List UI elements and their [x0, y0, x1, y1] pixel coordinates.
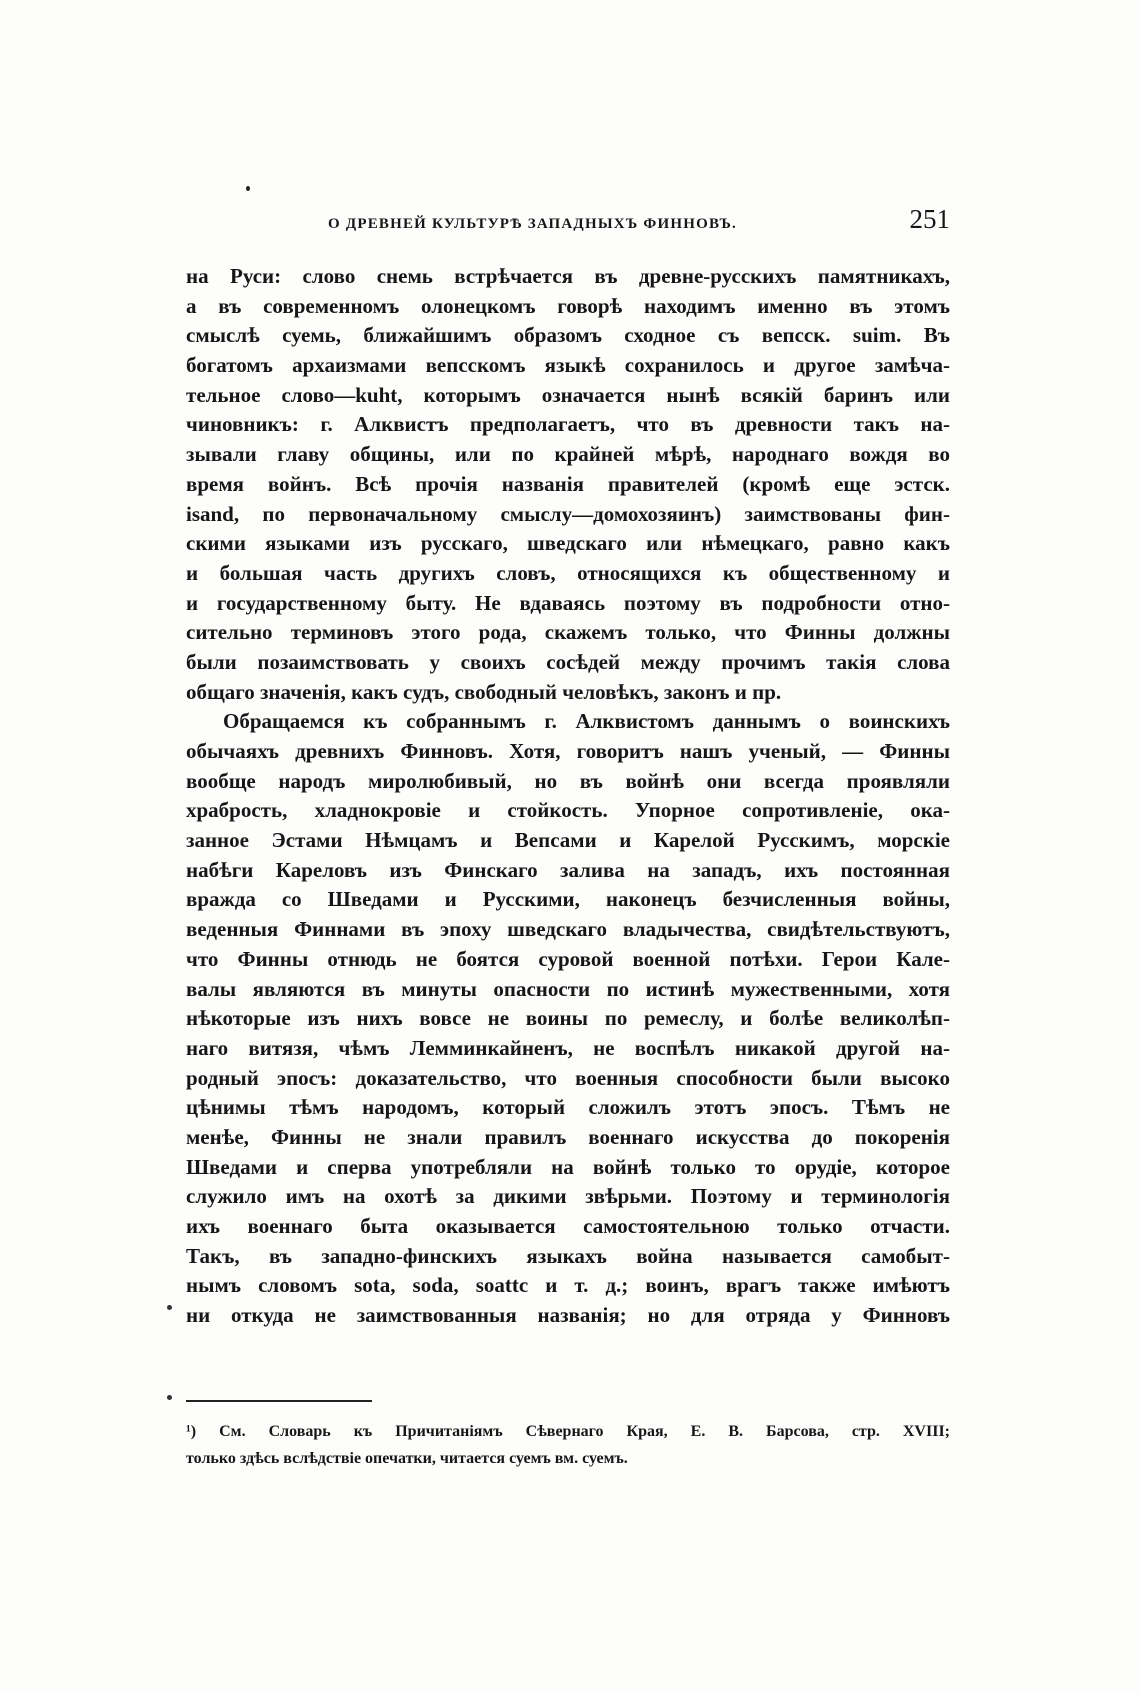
margin-mark [167, 1305, 172, 1310]
text-line: и государственному быту. Не вдаваясь поэтому въ подробности отно- [186, 590, 950, 615]
text-line: сительно терминовъ этого рода, скажемъ только, что Финны должны [186, 620, 950, 645]
text-line: ихъ военнаго быта оказывается самостоятельною только отчасти. [186, 1214, 950, 1238]
paragraph-end-line: общаго значенія, какъ судъ, свободный человѣкъ, законъ и пр. [186, 679, 782, 704]
text-line: набѣги Кареловъ изъ Финскаго залива на западъ, ихъ постоянная [186, 857, 950, 882]
text-line: смыслѣ суемь, ближайшимъ образомъ сходное съ вепсск. suim. Въ [186, 323, 950, 348]
text-line: зывали главу общины, или по крайней мѣрѣ, народнаго вождя во [186, 442, 950, 467]
footnote-line: только здѣсь вслѣдствіе опечатки, читается суемъ вм. суемъ. [186, 1450, 628, 1467]
body-text [186, 262, 950, 1331]
text-line: Шведами и сперва употребляли на войнѣ только то орудіе, которое [186, 1154, 950, 1179]
text-line: цѣнимы тѣмъ народомъ, который сложилъ этотъ эпосъ. Тѣмъ не [186, 1095, 950, 1120]
paragraph-start-line: Обращаемся къ собраннымъ г. Алквистомъ даннымъ о воинскихъ [223, 709, 950, 734]
text-line: занное Эстами Нѣмцамъ и Вепсами и Карелой Русскимъ, морскіе [186, 828, 950, 853]
text-line: Такъ, въ западно-финскихъ языкахъ война называется самобыт- [186, 1243, 950, 1268]
running-title: О ДРЕВНЕЙ КУЛЬТУРѢ ЗАПАДНЫХЪ ФИННОВЪ. [328, 216, 737, 232]
footnote-line: ¹) См. Словарь къ Причитаніямъ Сѣвернаго Края, Е. В. Барсова, стр. XVIII; [186, 1423, 950, 1440]
text-line: время войнъ. Всѣ прочія названія правителей (кромѣ еще эстск. [186, 471, 950, 496]
page-number: 251 [909, 204, 950, 234]
page-header [186, 204, 950, 244]
text-line: служило имъ на охотѣ за дикими звѣрьми. Поэтому и терминологія [186, 1184, 950, 1209]
text-line: вообще народъ миролюбивый, но въ войнѣ они всегда проявляли [186, 768, 950, 793]
footnote-rule [186, 1400, 372, 1402]
text-line: храбрость, хладнокровіе и стойкость. Упорное сопротивленіе, ока- [186, 798, 950, 823]
text-line: богатомъ архаизмами вепсскомъ языкѣ сохранилось и другое замѣча- [186, 353, 950, 378]
text-line: isand, по первоначальному смыслу—домохозяинъ) заимствованы фин- [186, 501, 950, 526]
text-line: наго витязя, чѣмъ Лемминкайненъ, не воспѣлъ никакой другой на- [186, 1035, 950, 1060]
text-line: что Финны отнюдь не боятся суровой военной потѣхи. Герои Кале- [186, 946, 950, 971]
text-line: на Руси: слово снемь встрѣчается въ древне-русскихъ памятникахъ, [186, 264, 950, 288]
text-line: тельное слово—kuht, которымъ означается нынѣ всякій баринъ или [186, 382, 950, 407]
text-line: обычаяхъ древнихъ Финновъ. Хотя, говоритъ нашъ ученый, — Финны [186, 739, 950, 763]
text-line: ни откуда не заимствованныя названія; но для отряда у Финновъ [186, 1303, 950, 1328]
text-line: и большая часть другихъ словъ, относящихся къ общественному и [186, 560, 950, 585]
text-line: родный эпосъ: доказательство, что военныя способности были высоко [186, 1065, 950, 1090]
footnotes [186, 1418, 950, 1472]
text-line: валы являются въ минуты опасности по истинѣ мужественными, хотя [186, 976, 950, 1001]
text-line: нымъ словомъ sota, soda, soattc и т. д.; воинъ, врагъ также имѣютъ [186, 1273, 950, 1298]
text-line: нѣкоторые изъ нихъ вовсе не воины по ремеслу, и болѣе великолѣп- [186, 1006, 950, 1031]
text-line: веденныя Финнами въ эпоху шведскаго владычества, свидѣтельствуютъ, [186, 917, 950, 942]
speck-mark [246, 186, 250, 191]
text-line: были позаимствовать у своихъ сосѣдей между прочимъ такія слова [186, 649, 950, 674]
text-line: вражда со Шведами и Русскими, наконецъ безчисленныя войны, [186, 887, 950, 912]
text-line: скими языками изъ русскаго, шведскаго или нѣмецкаго, равно какъ [186, 531, 950, 556]
text-line: чиновникъ: г. Алквистъ предполагаетъ, что въ древности такъ на- [186, 412, 950, 437]
margin-mark [167, 1395, 172, 1400]
text-line: менѣе, Финны не знали правилъ военнаго искусства до покоренія [186, 1124, 950, 1149]
text-line: а въ современномъ олонецкомъ говорѣ находимъ именно въ этомъ [186, 293, 950, 318]
